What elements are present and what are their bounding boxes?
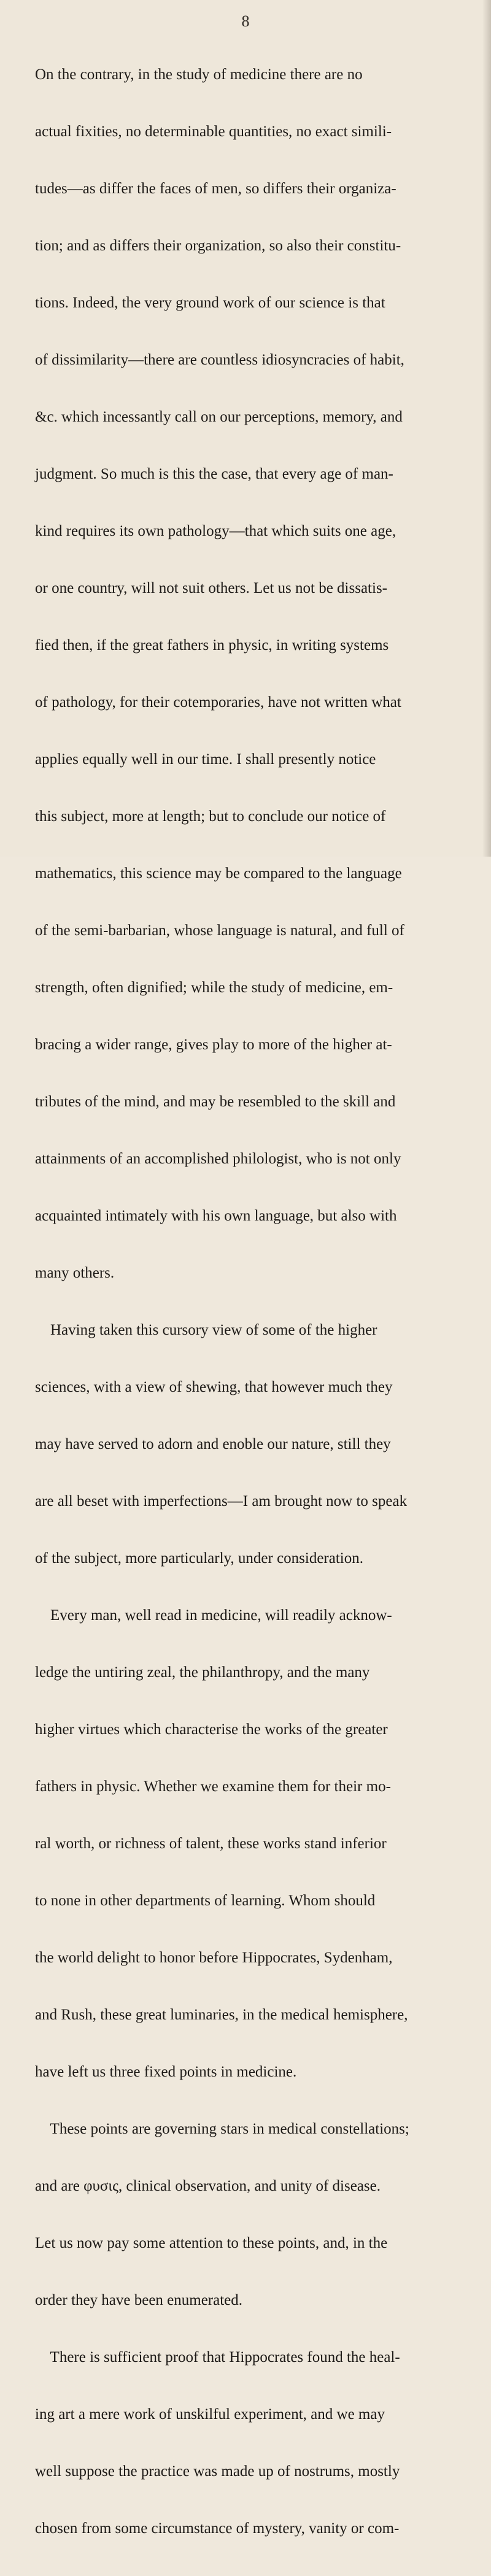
text-line: Every man, well read in medicine, will readily acknow- bbox=[35, 1607, 392, 1624]
text-line: On the contrary, in the study of medicine there are no bbox=[35, 66, 363, 83]
text-line: applies equally well in our time. I shall presently notice bbox=[35, 751, 376, 768]
text-line: Having taken this cursory view of some of the higher bbox=[35, 1322, 377, 1338]
text-line: acquainted intimately with his own language, but also with bbox=[35, 1208, 397, 1224]
text-line: judgment. So much is this the case, that every age of man- bbox=[35, 466, 393, 482]
page-edge-shadow bbox=[482, 0, 491, 857]
text-line: fied then, if the great fathers in physic, in writing systems bbox=[35, 637, 389, 654]
text-line: have left us three fixed points in medicine. bbox=[35, 2064, 297, 2080]
text-line: tions. Indeed, the very ground work of our science is that bbox=[35, 295, 385, 311]
text-line: higher virtues which characterise the works of the greater bbox=[35, 1721, 388, 1738]
text-line: and are φυσις, clinical observation, and unity of disease. bbox=[35, 2178, 381, 2194]
body-text bbox=[35, 27, 465, 2576]
text-line: many others. bbox=[35, 1265, 115, 1281]
text-line: bracing a wider range, gives play to more of the higher at- bbox=[35, 1036, 392, 1053]
text-line: kind requires its own pathology—that which suits one age, bbox=[35, 523, 396, 539]
text-line: this subject, more at length; but to conclude our notice of bbox=[35, 808, 386, 825]
text-line: mathematics, this science may be compared to the language bbox=[35, 865, 402, 882]
text-line: of the semi-barbarian, whose language is natural, and full of bbox=[35, 922, 404, 939]
text-line: the world delight to honor before Hippocrates, Sydenham, bbox=[35, 1949, 393, 1966]
text-line: There is sufficient proof that Hippocrates found the heal- bbox=[35, 2349, 400, 2366]
text-line: and Rush, these great luminaries, in the medical hemisphere, bbox=[35, 2007, 408, 2023]
text-line: of pathology, for their cotemporaries, have not written what bbox=[35, 694, 401, 711]
text-line: ral worth, or richness of talent, these works stand inferior bbox=[35, 1835, 387, 1852]
text-line: attainments of an accomplished philologist, who is not only bbox=[35, 1151, 401, 1167]
text-line: to none in other departments of learning. Whom should bbox=[35, 1892, 376, 1909]
text-line: These points are governing stars in medical constellations; bbox=[35, 2121, 409, 2137]
text-line: actual fixities, no determinable quantities, no exact simili- bbox=[35, 123, 392, 140]
text-line: of dissimilarity—there are countless idiosyncracies of habit, bbox=[35, 352, 404, 368]
text-line: chosen from some circumstance of mystery, vanity or com- bbox=[35, 2520, 400, 2537]
text-line: may have served to adorn and enoble our nature, still they bbox=[35, 1436, 391, 1452]
text-line: ing art a mere work of unskilful experiment, and we may bbox=[35, 2406, 385, 2423]
text-line: tudes—as differ the faces of men, so differs their organiza- bbox=[35, 180, 396, 197]
text-line: tion; and as differs their organization, so also their constitu- bbox=[35, 237, 401, 254]
text-line: &c. which incessantly call on our perceptions, memory, and bbox=[35, 409, 403, 425]
text-line: ledge the untiring zeal, the philanthropy, and the many bbox=[35, 1664, 370, 1681]
text-line: strength, often dignified; while the study of medicine, em- bbox=[35, 979, 393, 996]
text-line: order they have been enumerated. bbox=[35, 2292, 243, 2308]
text-line: Let us now pay some attention to these points, and, in the bbox=[35, 2235, 388, 2251]
text-line: sciences, with a view of shewing, that however much they bbox=[35, 1379, 393, 1395]
text-line: are all beset with imperfections—I am brought now to speak bbox=[35, 1493, 408, 1510]
text-line: well suppose the practice was made up of nostrums, mostly bbox=[35, 2463, 400, 2480]
text-line: of the subject, more particularly, under consideration. bbox=[35, 1550, 363, 1567]
text-line: tributes of the mind, and may be resembled to the skill and bbox=[35, 1093, 396, 1110]
page-number: 8 bbox=[241, 12, 250, 30]
text-line: fathers in physic. Whether we examine them for their mo- bbox=[35, 1778, 391, 1795]
text-line: or one country, will not suit others. Let us not be dissatis- bbox=[35, 580, 387, 596]
